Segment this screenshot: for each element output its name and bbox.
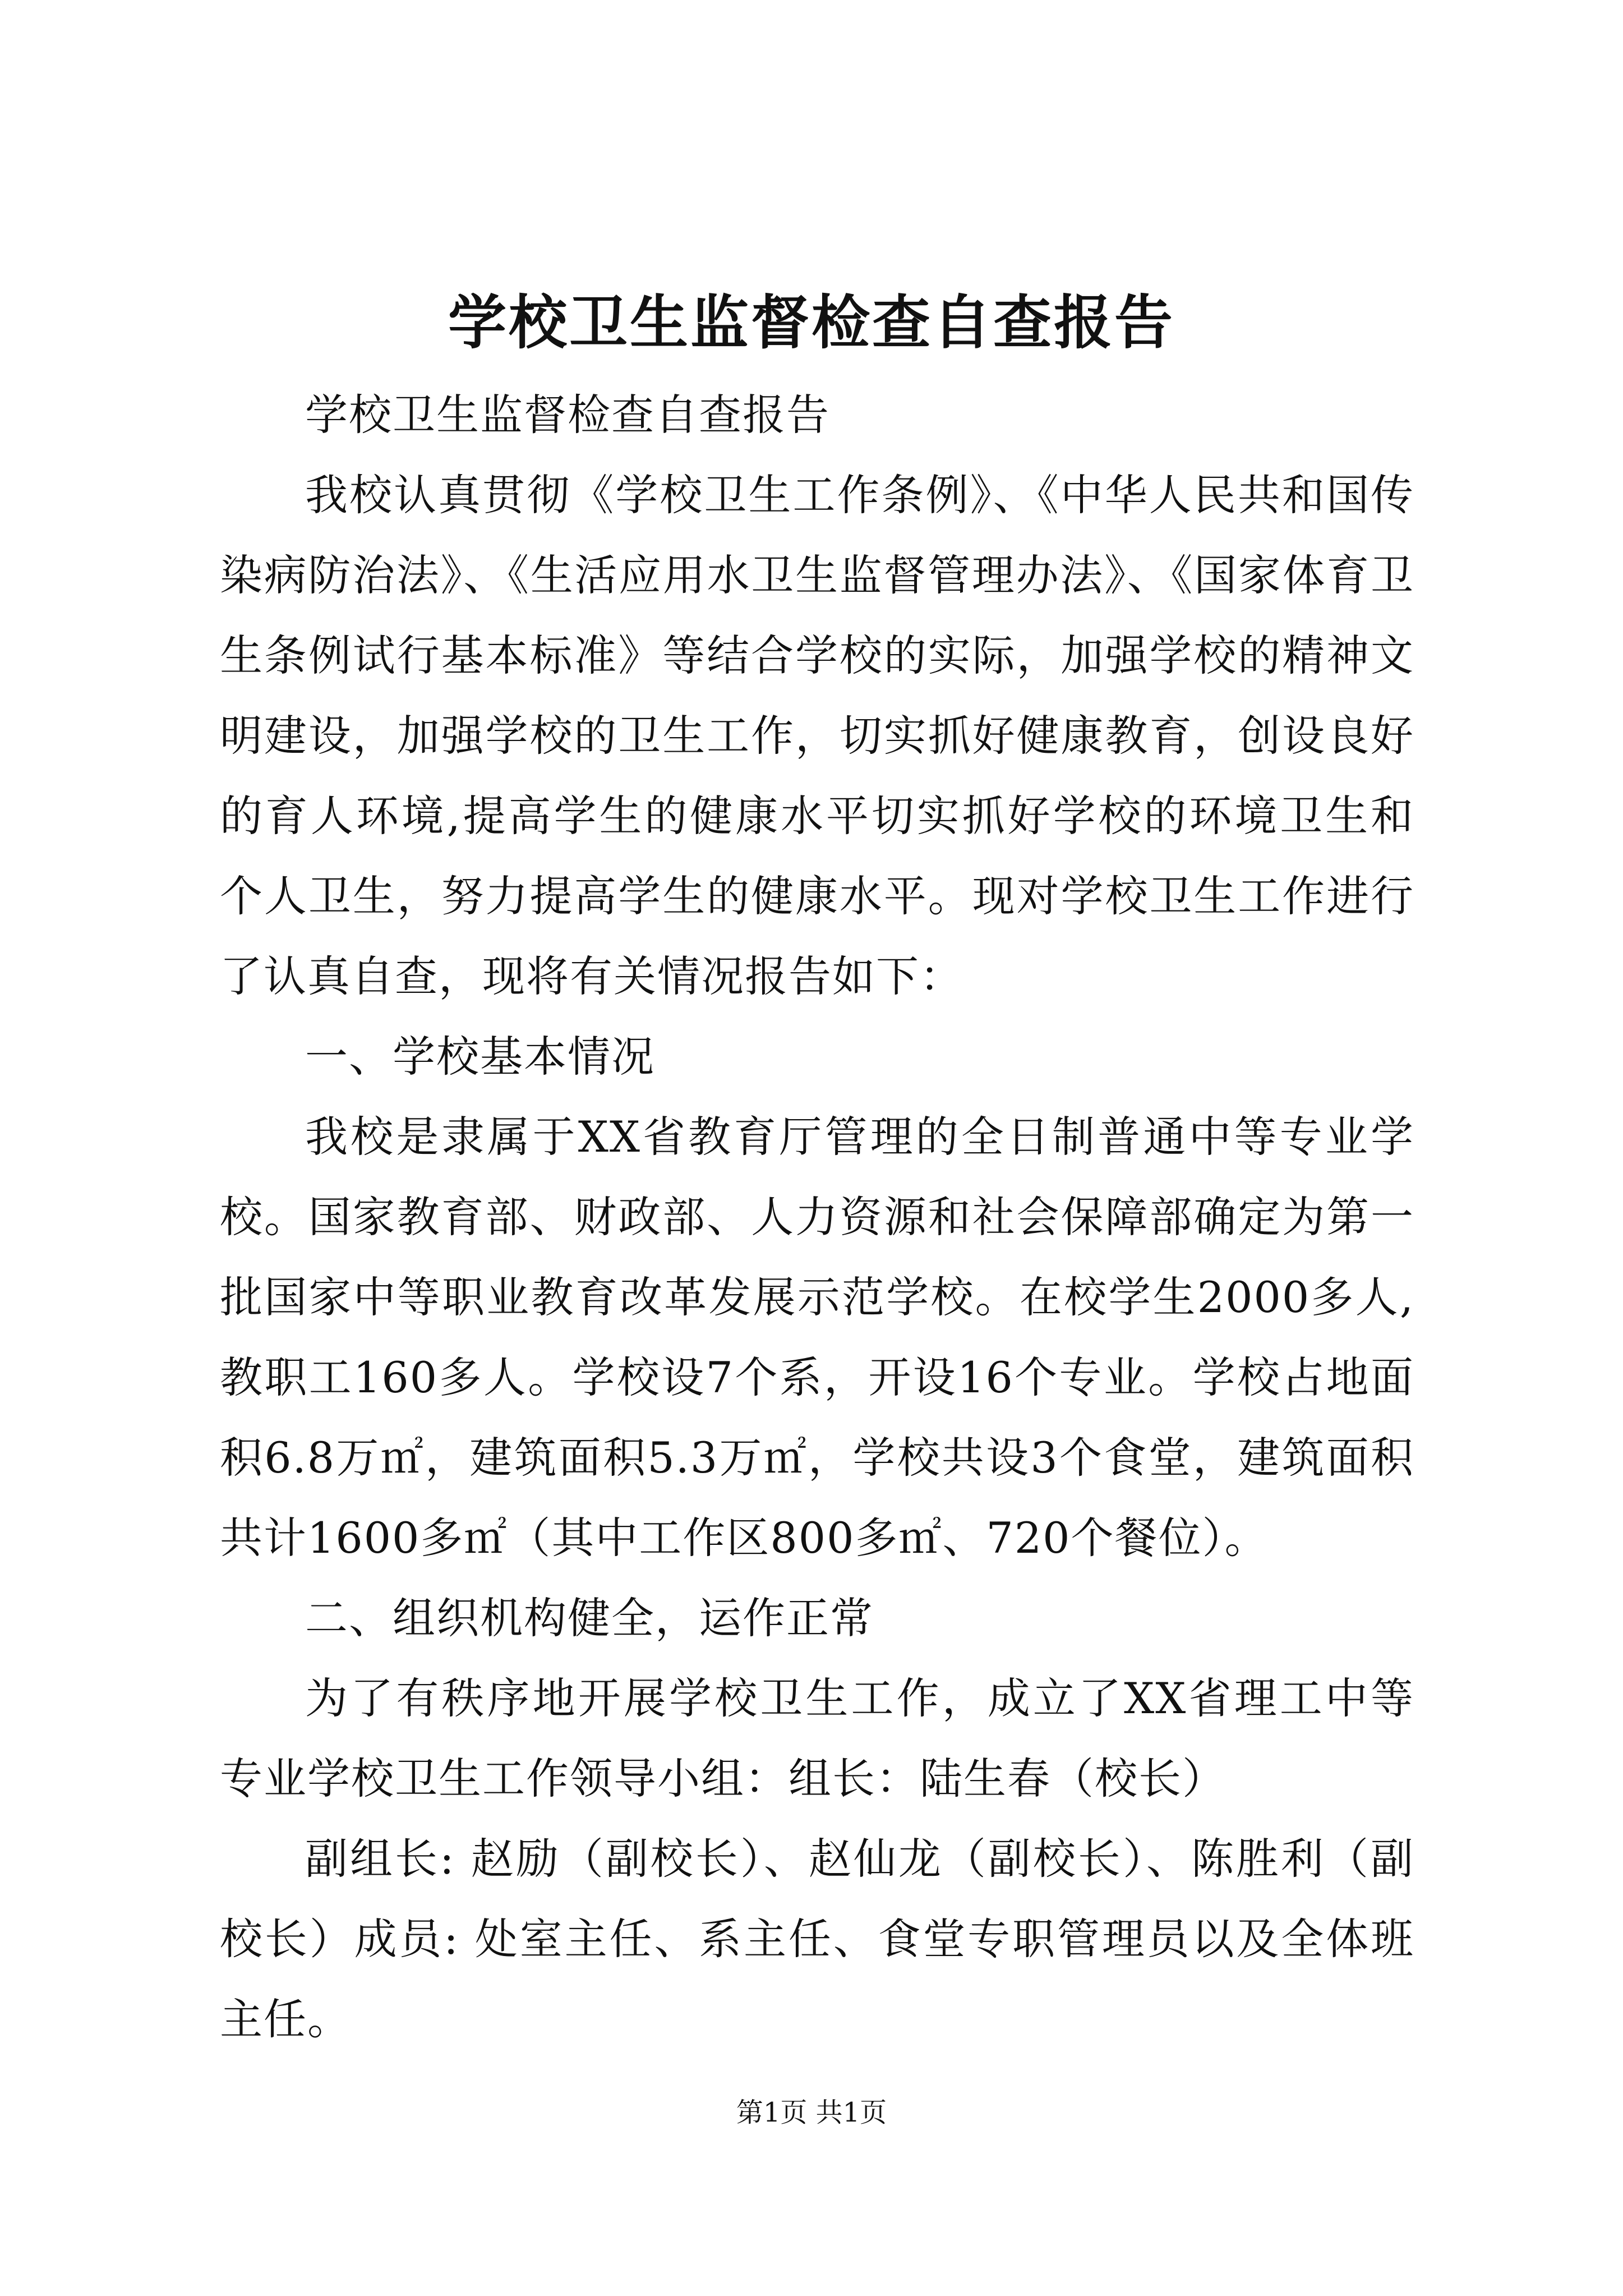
organization-paragraph: 为了有秩序地开展学校卫生工作，成立了XX省理工中等专业学校卫生工作领导小组：组长：陆生春（校长）	[220, 1673, 1414, 1803]
intro-paragraph: 我校认真贯彻《学校卫生工作条例》、《中华人民共和国传染病防治法》、《生活应用水卫生监督管理办法》、《国家体育卫生条例试行基本标准》等结合学校的实际，加强学校的精神文明建设，加强学校的卫生工作，切实抓好健康教育，创设良好的育人环境,提高学生的健康水平切实抓好学校的环境卫生和个人卫生，努力提高学生的健康水平。现对学校卫生工作进行了认真自查，现将有关情况报告如下：	[220, 470, 1414, 1001]
members-paragraph: 副组长: 赵励（副校长）、赵仙龙（副校长）、陈胜利（副校长）成员: 处室主任、系主任、食堂专职管理员以及全体班主任。	[220, 1834, 1414, 2044]
basic-info-paragraph: 我校是隶属于XX省教育厅管理的全日制普通中等专业学校。国家教育部、财政部、人力资源和社会保障部确定为第一批国家中等职业教育改革发展示范学校。在校学生2000多人,教职工160多人。学校设7个系，开设16个专业。学校占地面积6.8万㎡，建筑面积5.3万㎡，学校共设3个食堂，建筑面积共计1600多㎡（其中工作区800多㎡、720个餐位）。	[220, 1112, 1414, 1563]
document-body	[220, 375, 1414, 2059]
document-title: 学校卫生监督检查自查报告	[448, 288, 1175, 357]
section-heading-basic-info: 一、学校基本情况	[305, 1032, 655, 1082]
subtitle-paragraph: 学校卫生监督检查自查报告	[305, 390, 830, 440]
page-footer: 第1页 共1页	[736, 2097, 887, 2128]
section-heading-organization: 二、组织机构健全，运作正常	[305, 1593, 874, 1643]
